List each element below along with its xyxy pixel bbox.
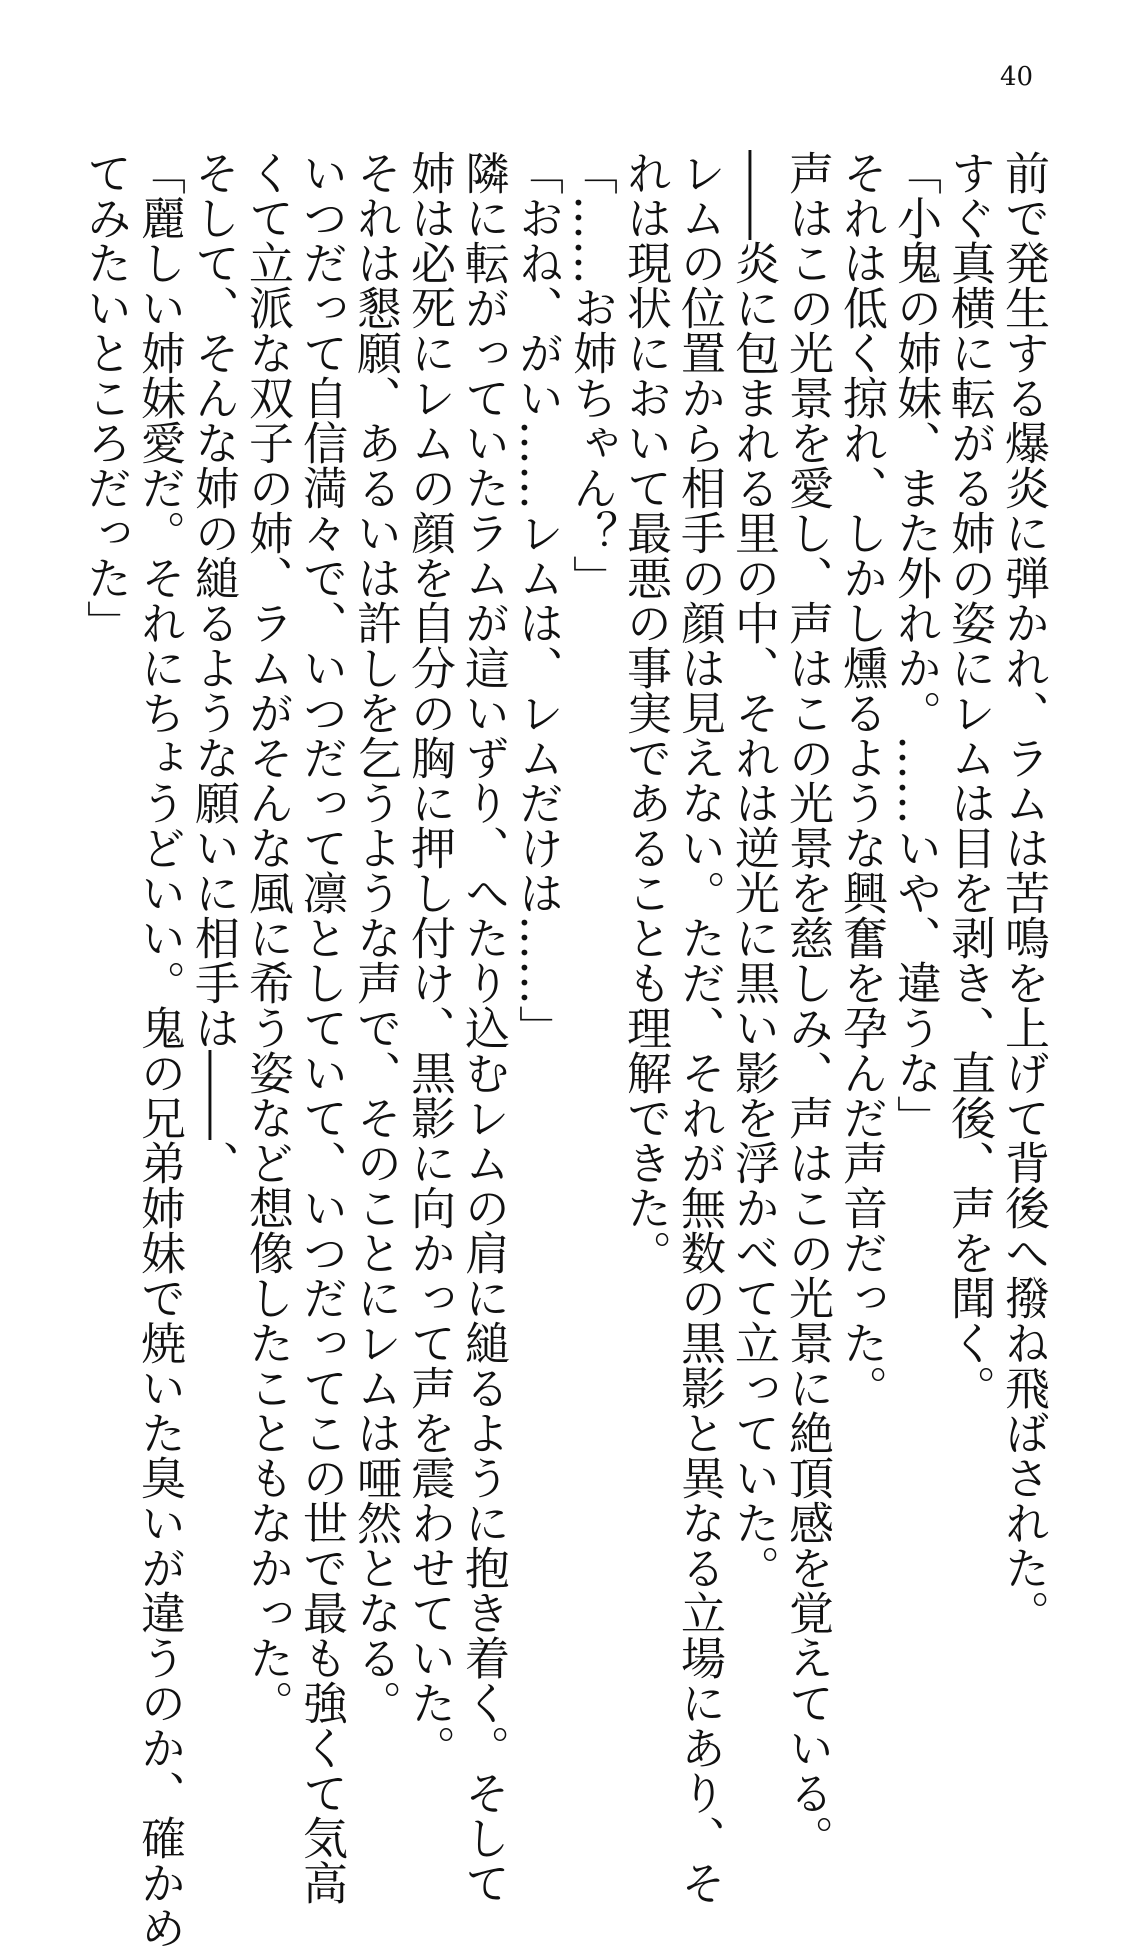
text-line: 「小鬼の姉妹、また外れか。……いや、違うな」	[889, 150, 942, 1140]
text-line: すぐ真横に転がる姉の姿にレムは目を剥き、直後、声を聞く。	[943, 150, 996, 1410]
page-number: 40	[1000, 62, 1034, 92]
text-line: くて立派な双子の姉、ラムがそんな風に希う姿など想像したこともなかった。	[241, 150, 294, 1725]
text-line: 前で発生する爆炎に弾かれ、ラムは苦鳴を上げて背後へ撥ね飛ばされた。	[997, 150, 1050, 1635]
text-line: それは低く掠れ、しかし燻るような興奮を孕んだ声音だった。	[835, 150, 888, 1410]
text-line: 「おね、がい……レムは、レムだけは……」	[511, 150, 564, 1050]
text-line: それは懇願、あるいは許しを乞うような声で、そのことにレムは唖然となる。	[349, 150, 402, 1725]
text-line: れは現状において最悪の事実であることも理解できた。	[619, 150, 672, 1275]
text-line: てみたいところだった」	[79, 150, 132, 645]
text-line: 「……お姉ちゃん？」	[565, 150, 618, 600]
text-line: 隣に転がっていたラムが這いずり、へたり込むレムの肩に縋るように抱き着く。そして	[457, 150, 510, 1905]
text-line: レムの位置から相手の顔は見えない。ただ、それが無数の黒影と異なる立場にあり、そ	[673, 150, 726, 1905]
vertical-text-body	[79, 150, 1050, 1950]
text-line: 「麗しい姉妹愛だ。それにちょうどいい。鬼の兄弟姉妹で焼いた臭いが違うのか、確かめ	[133, 150, 186, 1950]
text-line: ――炎に包まれる里の中、それは逆光に黒い影を浮かべて立っていた。	[727, 150, 780, 1590]
text-line: そして、そんな姉の縋るような願いに相手は――、	[187, 150, 240, 1185]
text-line: 声はこの光景を愛し、声はこの光景を慈しみ、声はこの光景に絶頂感を覚えている。	[781, 150, 834, 1860]
text-line: いつだって自信満々で、いつだって凛としていて、いつだってこの世で最も強くて気高	[295, 150, 348, 1905]
text-line: 姉は必死にレムの顔を自分の胸に押し付け、黒影に向かって声を震わせていた。	[403, 150, 456, 1770]
